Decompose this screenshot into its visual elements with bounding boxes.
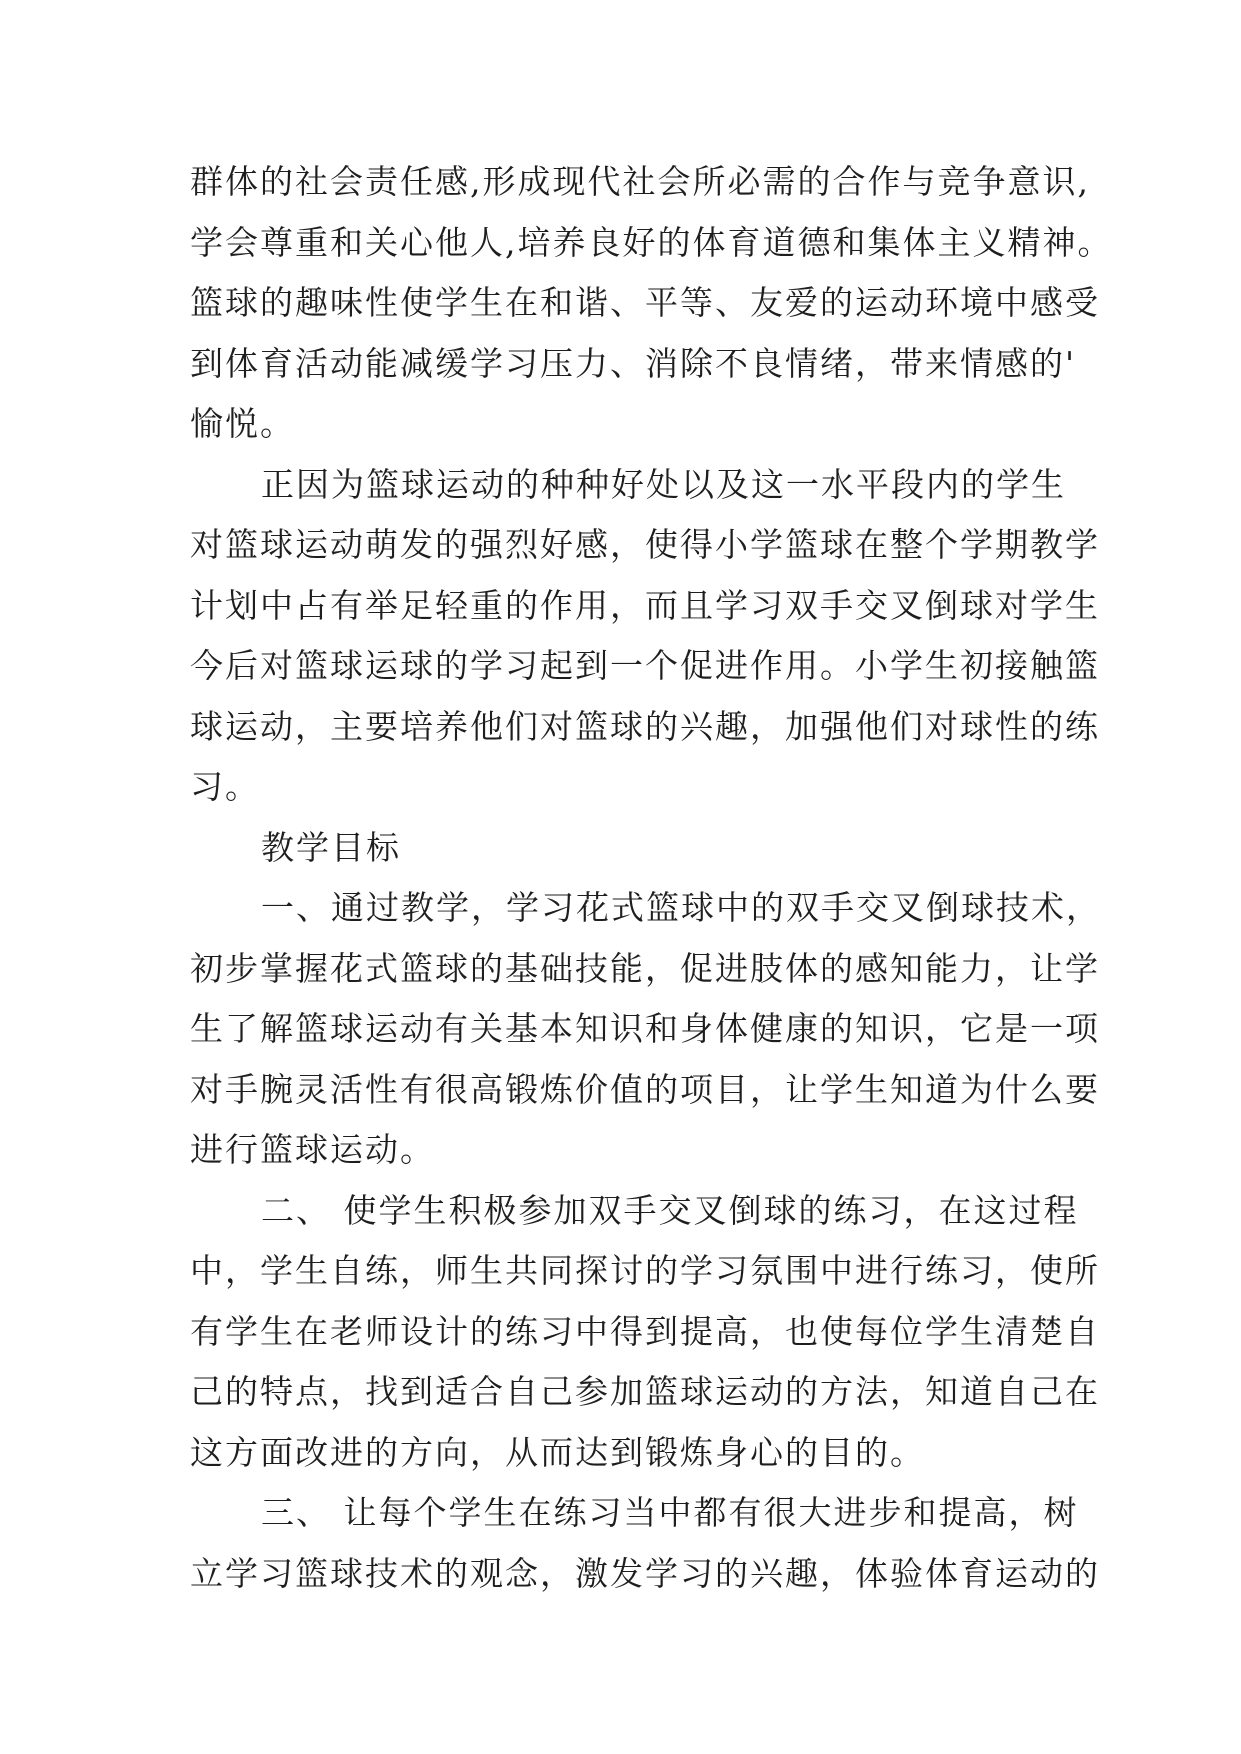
text-line: 一、通过教学，学习花式篮球中的双手交叉倒球技术， [261,888,1101,927]
text-line: 球运动，主要培养他们对篮球的兴趣，加强他们对球性的练 [190,706,1100,746]
text-line: 正因为篮球运动的种种好处以及这一水平段内的学生 [261,464,1066,504]
text-line: 立学习篮球技术的观念，激发学习的兴趣，体验体育运动的 [190,1553,1100,1593]
text-line: 二、 使学生积极参加双手交叉倒球的练习，在这过程 [261,1190,1079,1230]
text-line: 群体的社会责任感,形成现代社会所必需的合作与竞争意识, [190,162,1090,201]
text-line: 进行篮球运动。 [190,1130,435,1169]
text-line: 这方面改进的方向，从而达到锻炼身心的目的。 [190,1432,925,1472]
text-line: 生了解篮球运动有关基本知识和身体健康的知识，它是一项 [190,1009,1100,1048]
text-line: 学会尊重和关心他人,培养良好的体育道德和集体主义精神。 [190,222,1113,262]
text-line: 今后对篮球运球的学习起到一个促进作用。小学生初接触篮 [190,646,1100,685]
document-body [190,152,1190,1604]
text-line: 习。 [190,767,260,806]
text-line: 到体育活动能减缓学习压力、消除不良情绪，带来情感的' [190,343,1077,383]
text-line: 己的特点，找到适合自己参加篮球运动的方法，知道自己在 [190,1372,1100,1411]
text-line: 初步掌握花式篮球的基础技能，促进肢体的感知能力，让学 [190,948,1100,988]
text-line: 对篮球运动萌发的强烈好感，使得小学篮球在整个学期教学 [190,525,1100,564]
text-line: 篮球的趣味性使学生在和谐、平等、友爱的运动环境中感受 [190,283,1100,322]
text-line: 三、 让每个学生在练习当中都有很大进步和提高，树 [261,1493,1079,1532]
text-line: 中，学生自练，师生共同探讨的学习氛围中进行练习，使所 [190,1251,1100,1290]
text-line: 愉悦。 [190,404,295,443]
text-line: 有学生在老师设计的练习中得到提高，也使每位学生清楚自 [190,1311,1100,1351]
text-line: 计划中占有举足轻重的作用，而且学习双手交叉倒球对学生 [190,585,1100,625]
text-line: 教学目标 [261,827,401,867]
text-line: 对手腕灵活性有很高锻炼价值的项目，让学生知道为什么要 [190,1069,1100,1109]
